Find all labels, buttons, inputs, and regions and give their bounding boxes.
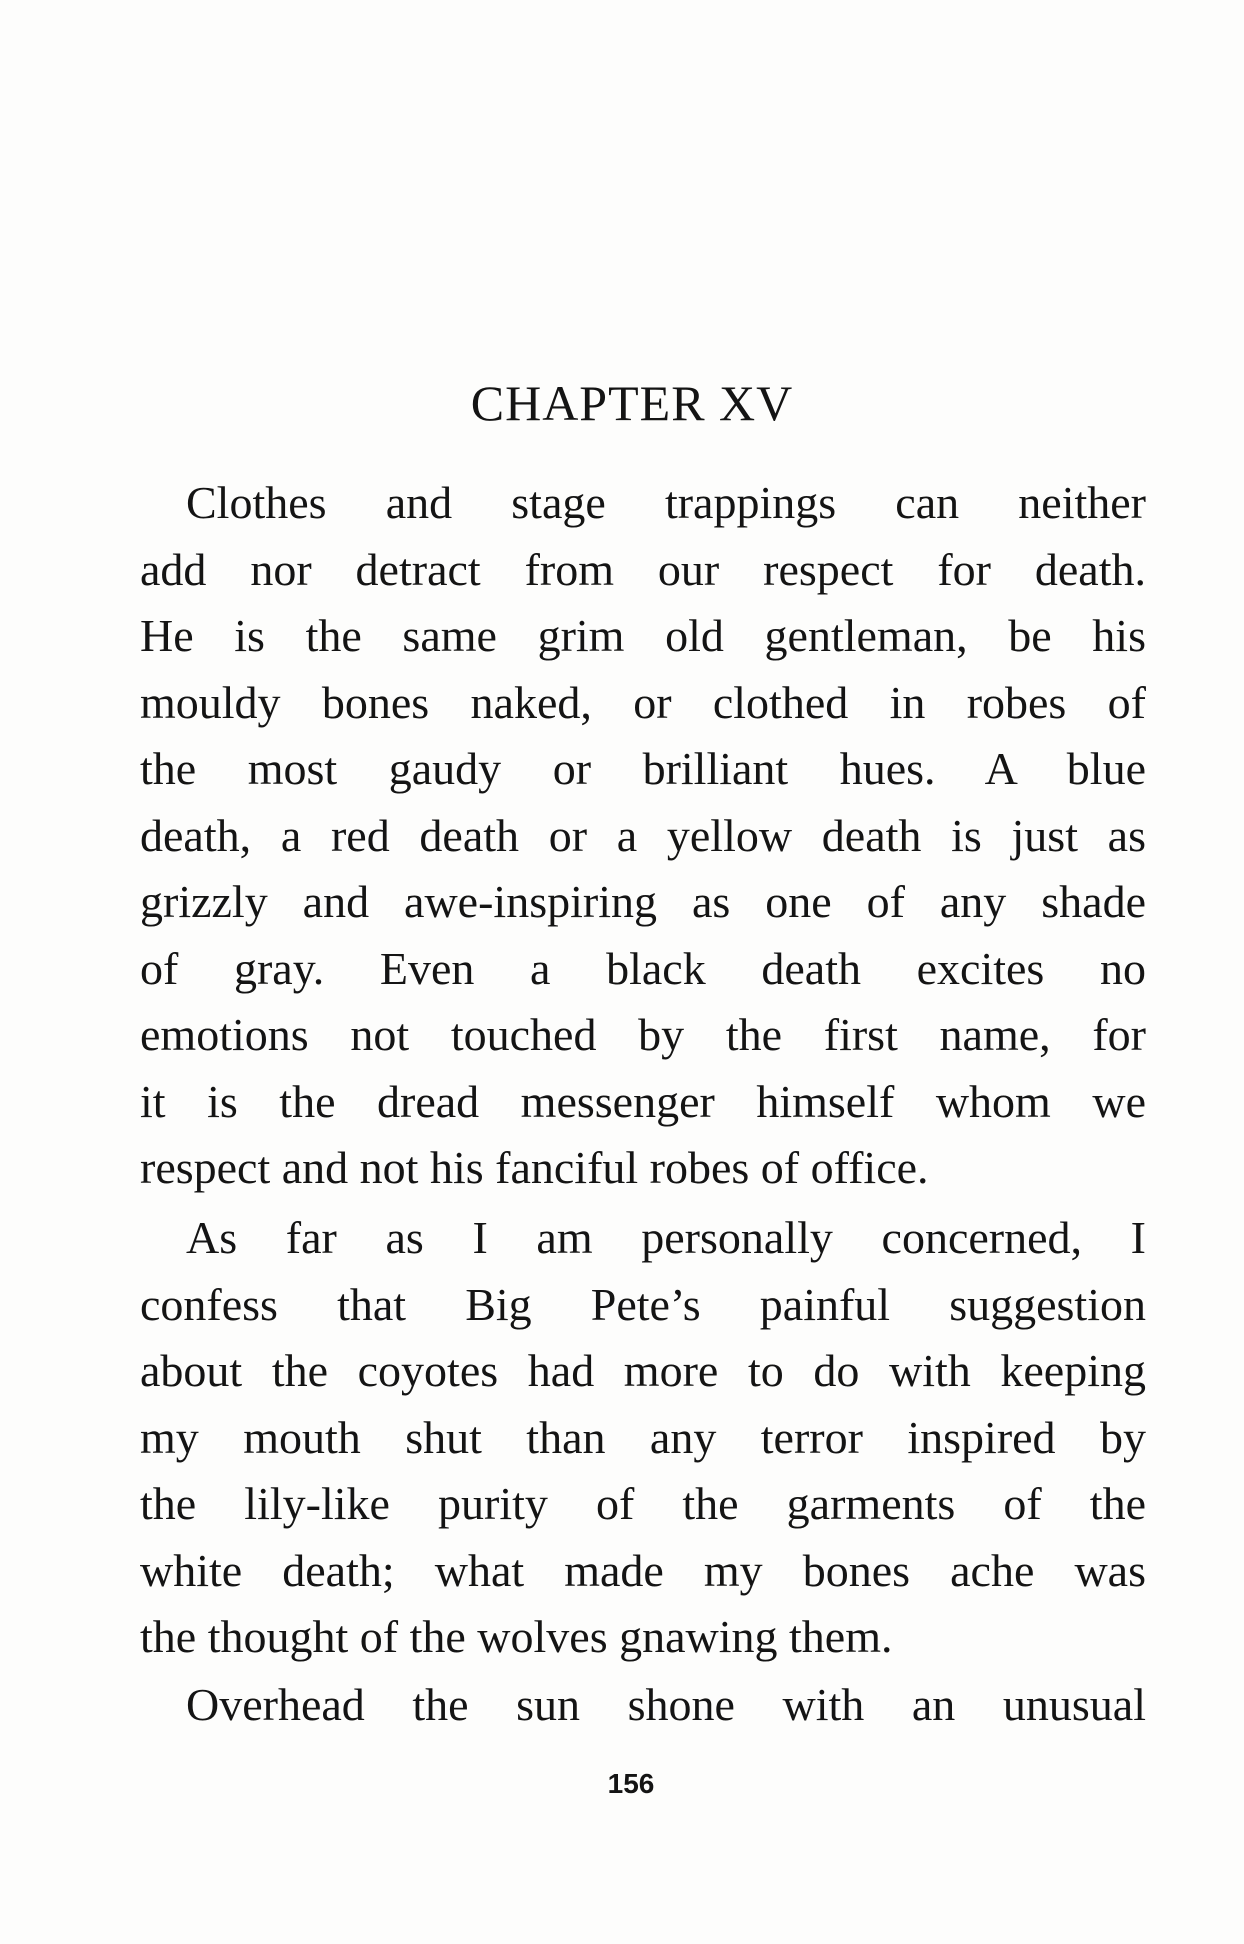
text-line: mouldy bones naked, or clothed in robes of	[140, 676, 1146, 728]
text-line: confess that Big Pete’s painful suggestion	[140, 1278, 1146, 1330]
text-line: it is the dread messenger himself whom we	[140, 1075, 1146, 1127]
text-line: the lily-like purity of the garments of the	[140, 1478, 1146, 1529]
text-line: respect and not his fanciful robes of office.	[140, 1142, 929, 1193]
text-line: Clothes and stage trappings can neither	[186, 477, 1146, 528]
text-line: emotions not touched by the first name, for	[140, 1009, 1146, 1060]
text-line: Overhead the sun shone with an unusual	[186, 1679, 1146, 1730]
text-line: As far as I am personally concerned, I	[186, 1212, 1146, 1263]
text-line: He is the same grim old gentleman, be his	[140, 610, 1146, 661]
text-line: add nor detract from our respect for death.	[140, 543, 1146, 595]
paragraph-2	[140, 1205, 1146, 1671]
paragraph-1	[140, 470, 1146, 1202]
text-line: the thought of the wolves gnawing them.	[140, 1611, 893, 1662]
text-line: about the coyotes had more to do with keeping	[140, 1345, 1146, 1396]
text-line: my mouth shut than any terror inspired by	[140, 1411, 1146, 1463]
text-line: death, a red death or a yellow death is just as	[140, 809, 1146, 861]
paragraph-3	[140, 1672, 1146, 1739]
page-number: 156	[607, 1768, 655, 1799]
text-line: grizzly and awe-inspiring as one of any shade	[140, 876, 1146, 927]
text-line: the most gaudy or brilliant hues. A blue	[140, 743, 1146, 794]
text-line: white death; what made my bones ache was	[140, 1544, 1146, 1596]
text-line: of gray. Even a black death excites no	[140, 942, 1146, 994]
chapter-heading: CHAPTER XV	[470, 375, 794, 431]
